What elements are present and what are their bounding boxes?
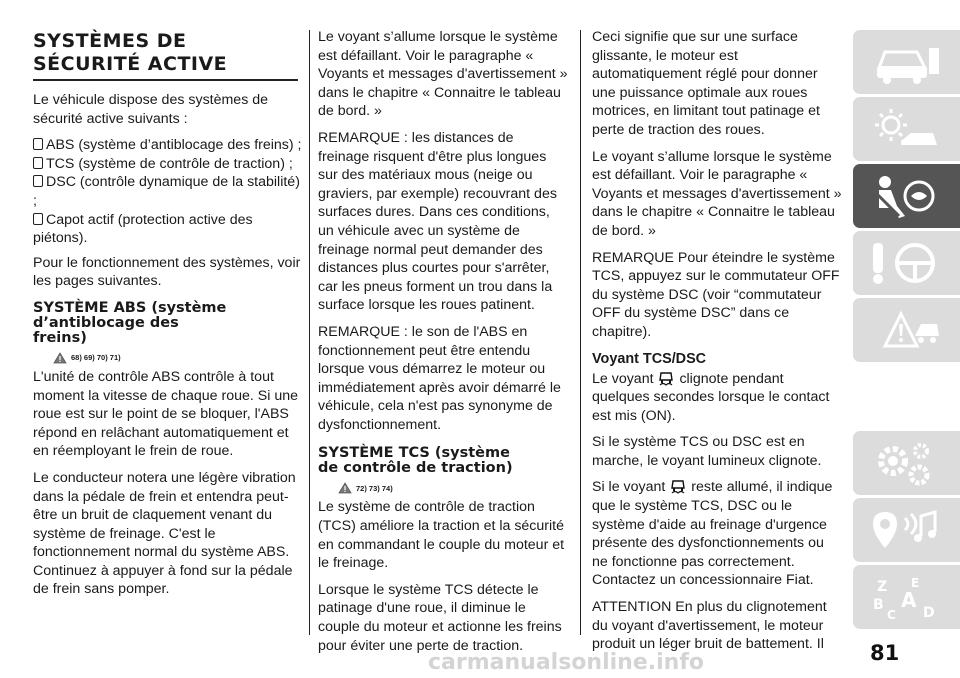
svg-text:Z: Z <box>877 579 888 595</box>
tcs-paragraph-1: Le système de contrôle de traction (TCS) améliore la traction et la sécurité en commandant le couple du moteur et le freinage. <box>318 499 565 572</box>
abs-paragraph-1: L'unité de contrôle ABS contrôle à tout moment la vitesse de chaque roue. Si une roue est sur le point de se bloquer, l'ABS répond en relâchant automatiquement et en réemployant le frein de roue. <box>33 368 298 460</box>
intro-paragraph: Le véhicule dispose des systèmes de sécurité active suivants : <box>33 92 269 127</box>
section-title-line-1: SYSTÈMES DE <box>33 30 187 52</box>
braking-distance-remark: REMARQUE : les distances de freinage risquent d'être plus longues sur des matériaux mous (neige ou graviers, par exemple) recouvrant des surfaces dures. Dans ces conditions, un véhicule avec un système de freinage normal peut demander des distances plus courtes pour s'arrêter, car les pneus forment un trou dans la surface lorsque les roues patinent. <box>318 129 557 314</box>
tab-car-dashboard[interactable] <box>853 30 960 94</box>
list-item-abs: ABS (système d’antiblocage des freins) ; <box>33 136 303 155</box>
abs-warning-light-paragraph: Le voyant s’allume lorsque le système est défaillant. Voir le paragraphe « Voyants et messages d'avertissement » dans le chapitre « Connaitre le tableau de bord. » <box>318 29 568 120</box>
abs-paragraph-2: Le conducteur notera une légère vibration dans la pédale de frein et entendra peut-être un bruit de claquement venant du système de freinage. C'est le fonctionnement normal du système ABS. Continuez à appuyer à fond sur la pédale de frein sans pomper. <box>33 469 296 598</box>
tab-emergency[interactable] <box>853 298 960 362</box>
car-dashboard-icon <box>871 38 941 86</box>
index-icon <box>871 573 941 621</box>
list-item-capot: Capot actif (protection active des piétons). <box>33 211 253 247</box>
bullet-box-icon <box>33 138 43 150</box>
tcs-heading: SYSTÈME TCS (système de contrôle de traction) <box>318 445 513 477</box>
attention-paragraph: ATTENTION En plus du clignotement du voyant d'avertissement, le moteur produit un léger bruit de battement. Il <box>592 599 827 653</box>
tab-index[interactable] <box>853 565 960 629</box>
column-divider-2 <box>580 30 581 635</box>
tab-start-drive[interactable] <box>853 231 960 295</box>
abs-heading: SYSTÈME ABS (système d’antiblocage des freins) <box>33 299 227 346</box>
page-number: 81 <box>870 641 900 665</box>
tab-multimedia[interactable] <box>853 498 960 562</box>
tab-warning-lights[interactable] <box>853 97 960 161</box>
svg-text:B: B <box>873 597 884 613</box>
light-flashing-paragraph: Le voyant clignote pendant quelques secondes lorsque le contact est mis (ON). <box>592 370 830 424</box>
warning-lights-icon <box>871 105 941 153</box>
tcs-reference-numbers: 72) 73) 74) <box>356 483 393 493</box>
column-divider-1 <box>309 30 310 635</box>
tcs-warning-light-paragraph: Le voyant s’allume lorsque le système est défaillant. Voir le paragraphe « Voyants et messages d'avertissement » dans le chapitre « Connaitre le tableau de bord. » <box>592 148 842 239</box>
start-drive-icon <box>871 239 941 287</box>
column-1 <box>33 28 303 607</box>
abs-warning-refs <box>53 352 303 364</box>
multimedia-icon <box>871 506 941 554</box>
system-running-paragraph: Si le système TCS ou DSC est en marche, le voyant lumineux clignote. <box>592 434 822 469</box>
tcs-dsc-light-subheading: Voyant TCS/DSC <box>592 350 707 367</box>
pages-note-paragraph: Pour le fonctionnement des systèmes, voir les pages suivantes. <box>33 254 301 290</box>
light-stays-on-paragraph: Si le voyant reste allumé, il indique que le système TCS, DSC ou le système d'aide au freinage d'urgence présente des dysfonctionnements ou ne fonctionne pas correctement. Contactez un concessionnaire Fiat. <box>592 479 833 589</box>
tcs-dsc-light-icon <box>670 479 686 494</box>
list-item-dsc: DSC (contrôle dynamique de la stabilité) ; <box>33 174 300 209</box>
warning-triangle-icon <box>53 352 67 364</box>
abs-sound-remark: REMARQUE : le son de l'ABS en fonctionnement peut être entendu lorsque vous démarrez le moteur ou immédiatement après avoir démarré le véhicule, cela n'est pas synonyme de dysfonctionnement. <box>318 323 561 433</box>
tcs-paragraph-2: Lorsque le système TCS détecte le patinage d'une roue, il diminue le couple du moteur et actionne les freins pour éviter une perte de traction. <box>318 581 562 654</box>
section-title-line-2: SÉCURITÉ ACTIVE <box>33 53 228 75</box>
svg-text:C: C <box>887 608 896 621</box>
bullet-box-icon <box>33 157 43 169</box>
safety-airbag-icon <box>871 172 941 220</box>
tab-safety[interactable] <box>853 164 960 228</box>
watermark-text: carmanualsonline.info <box>428 650 704 675</box>
tcs-dsc-light-icon <box>658 371 674 386</box>
tcs-off-remark: REMARQUE Pour éteindre le système TCS, appuyez sur le commutateur OFF du système DSC (voir “commutateur OFF du système DSC” dans ce chapitre). <box>592 249 840 340</box>
column-2 <box>318 28 568 663</box>
tcs-warning-refs <box>338 482 568 494</box>
tab-maintenance[interactable] <box>853 431 960 495</box>
maintenance-icon <box>871 439 941 487</box>
emergency-icon <box>871 306 941 354</box>
column-3 <box>592 28 842 662</box>
bullet-box-icon <box>33 213 43 225</box>
slippery-surface-paragraph: Ceci signifie que sur une surface glissante, le moteur est automatiquement réglé pour donner une puissance optimale aux roues motrices, en limitant tout patinage et perte de traction des roues. <box>592 29 820 138</box>
abs-reference-numbers: 68) 69) 70) 71) <box>71 353 121 363</box>
svg-text:D: D <box>923 605 935 621</box>
list-item-tcs: TCS (système de contrôle de traction) ; <box>33 155 303 174</box>
bullet-box-icon <box>33 175 43 187</box>
svg-text:E: E <box>911 576 920 590</box>
warning-triangle-icon <box>338 482 352 494</box>
svg-text:A: A <box>901 588 917 612</box>
title-underline <box>33 79 298 81</box>
